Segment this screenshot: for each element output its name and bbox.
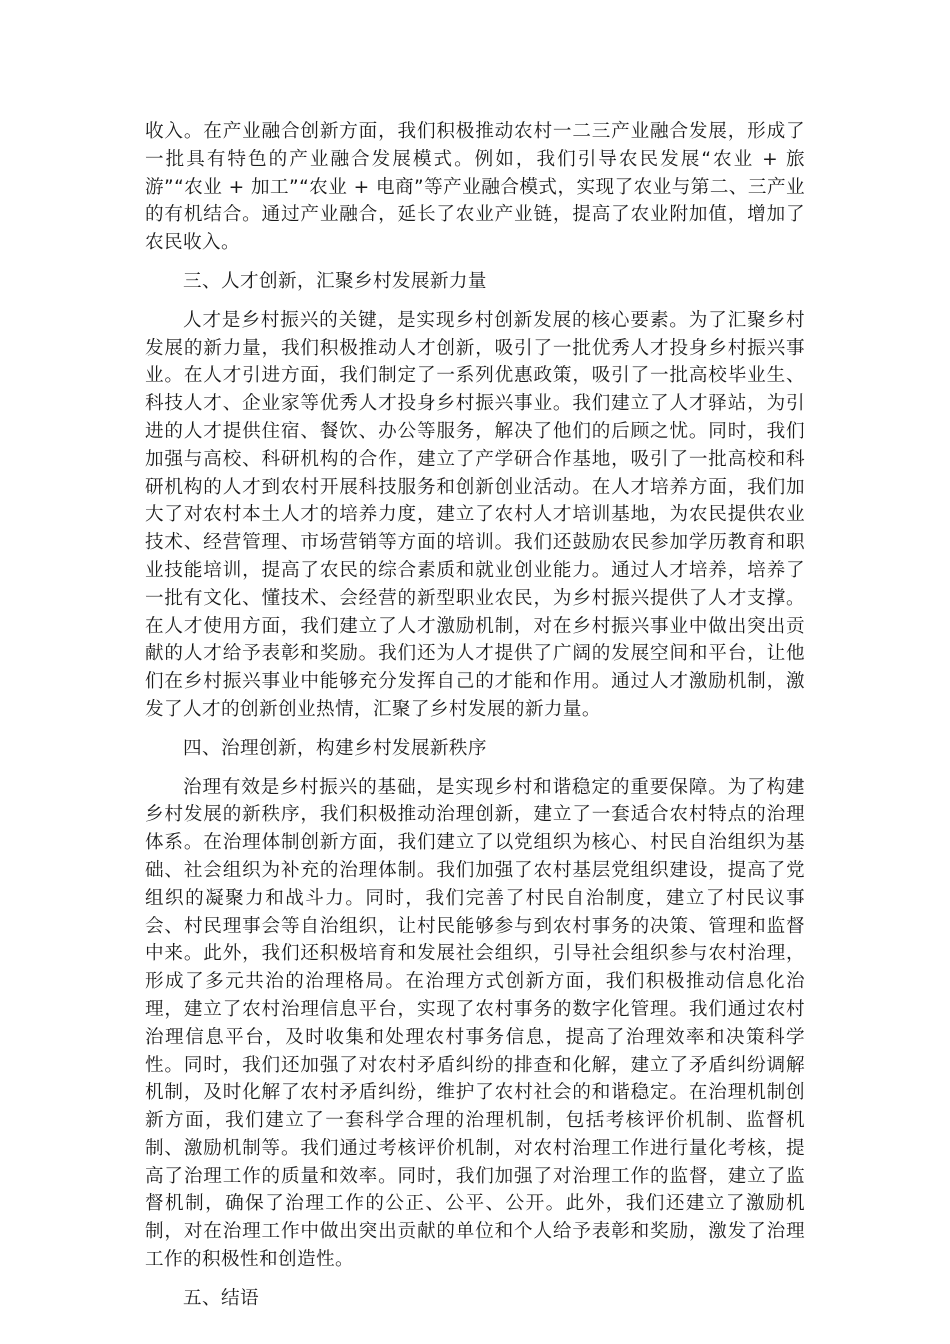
paragraph-gap [145, 257, 805, 268]
paragraph-gap [145, 296, 805, 307]
paragraph-gap [145, 724, 805, 735]
paragraph-industry-integration: 收入。在产业融合创新方面，我们积极推动农村一二三产业融合发展，形成了一批具有特色的产业融合发展模式。例如，我们引导农民发展“农业 + 旅游”“农业 + 加工”“农业 + 电商”等产业融合模式，实现了农业与第二、三产业的有机结合。通过产业融合，延长了农业产业链，提高了农业附加值，增加了农民收入。 [145, 121, 805, 254]
section-heading-conclusion: 五、结语 [183, 1287, 259, 1309]
paragraph-talent: 人才是乡村振兴的关键，是实现乡村创新发展的核心要素。为了汇聚乡村发展的新力量，我们积极推动人才创新，吸引了一批优秀人才投身乡村振兴事业。在人才引进方面，我们制定了一系列优惠政策，吸引了一批高校毕业生、科技人才、企业家等优秀人才投身乡村振兴事业。我们建立了人才驿站，为引进的人才提供住宿、餐饮、办公等服务，解决了他们的后顾之忧。同时，我们加强与高校、科研机构的合作，建立了产学研合作基地，吸引了一批高校和科研机构的人才到农村开展科技服务和创新创业活动。在人才培养方面，我们加大了对农村本土人才的培养力度，建立了农村人才培训基地，为农民提供农业技术、经营管理、市场营销等方面的培训。我们还鼓励农民参加学历教育和职业技能培训，提高了农民的综合素质和就业创业能力。通过人才培养，培养了一批有文化、懂技术、会经营的新型职业农民，为乡村振兴提供了人才支撑。在人才使用方面，我们建立了人才激励机制，对在乡村振兴事业中做出突出贡献的人才给予表彰和奖励。我们还为人才提供了广阔的发展空间和平台，让他们在乡村振兴事业中能够充分发挥自己的才能和作用。通过人才激励机制，激发了人才的创新创业热情，汇聚了乡村发展的新力量。 [145, 309, 805, 720]
paragraph-governance: 治理有效是乡村振兴的基础，是实现乡村和谐稳定的重要保障。为了构建乡村发展的新秩序，我们积极推动治理创新，建立了一套适合农村特点的治理体系。在治理体制创新方面，我们建立了以党组织为核心、村民自治组织为基础、社会组织为补充的治理体制。我们加强了农村基层党组织建设，提高了党组织的凝聚力和战斗力。同时，我们完善了村民自治制度，建立了村民议事会、村民理事会等自治组织，让村民能够参与到农村事务的决策、管理和监督中来。此外，我们还积极培育和发展社会组织，引导社会组织参与农村治理，形成了多元共治的治理格局。在治理方式创新方面，我们积极推动信息化治理，建立了农村治理信息平台，实现了农村事务的数字化管理。我们通过农村治理信息平台，及时收集和处理农村事务信息，提高了治理效率和决策科学性。同时，我们还加强了对农村矛盾纠纷的排查和化解，建立了矛盾纠纷调解机制，及时化解了农村矛盾纠纷，维护了农村社会的和谐稳定。在治理机制创新方面，我们建立了一套科学合理的治理机制，包括考核评价机制、监督机制、激励机制等。我们通过考核评价机制，对农村治理工作进行量化考核，提高了治理工作的质量和效率。同时，我们加强了对治理工作的监督，建立了监督机制，确保了治理工作的公正、公平、公开。此外，我们还建立了激励机制，对在治理工作中做出突出贡献的单位和个人给予表彰和奖励，激发了治理工作的积极性和创造性。 [145, 776, 805, 1271]
paragraph-gap [145, 763, 805, 774]
section-heading-governance: 四、治理创新，构建乡村发展新秩序 [183, 737, 487, 759]
paragraph-gap [145, 1274, 805, 1285]
document-page [145, 118, 805, 1313]
section-heading-talent: 三、人才创新，汇聚乡村发展新力量 [183, 270, 487, 292]
